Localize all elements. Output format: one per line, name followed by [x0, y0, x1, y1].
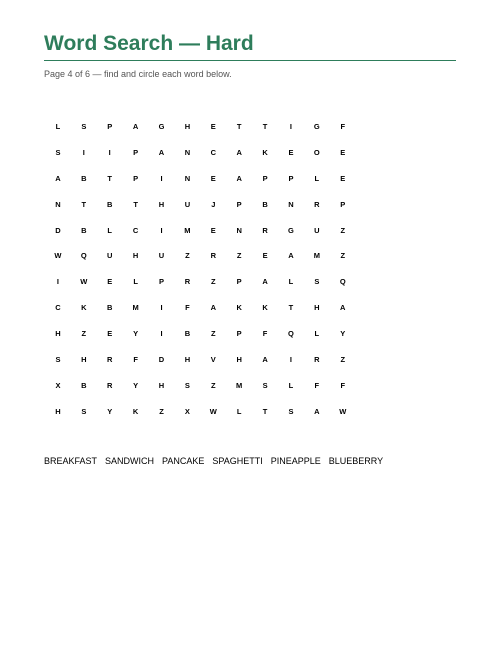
grid-letter[interactable]: R: [107, 380, 113, 390]
grid-letter[interactable]: Z: [210, 329, 216, 339]
grid-row: [45, 399, 356, 425]
grid-letter[interactable]: G: [313, 121, 320, 131]
grid-letter[interactable]: T: [133, 199, 138, 209]
word-list-item: PINEAPPLE: [270, 456, 321, 466]
grid-letter[interactable]: Y: [340, 329, 346, 339]
word-list-item: PANCAKE: [162, 456, 205, 466]
grid-letter[interactable]: I: [289, 354, 292, 364]
grid-letter[interactable]: X: [184, 406, 190, 416]
grid-letter[interactable]: E: [288, 147, 294, 157]
grid-letter[interactable]: J: [211, 199, 216, 209]
grid-letter[interactable]: U: [314, 225, 320, 235]
grid-letter[interactable]: F: [314, 380, 320, 390]
grid-letter[interactable]: Q: [339, 277, 346, 287]
grid-letter[interactable]: L: [236, 406, 242, 416]
grid-letter[interactable]: K: [132, 406, 139, 416]
grid-letter[interactable]: A: [236, 147, 242, 157]
grid-row: [45, 269, 356, 295]
word-list: [44, 455, 383, 467]
grid-letter[interactable]: H: [132, 251, 139, 261]
grid-letter[interactable]: T: [288, 303, 294, 313]
grid-letter[interactable]: N: [184, 173, 191, 183]
grid-letter[interactable]: A: [340, 303, 346, 313]
grid-letter[interactable]: Z: [159, 406, 164, 416]
grid-letter[interactable]: A: [132, 121, 139, 131]
grid-letter[interactable]: U: [158, 251, 165, 261]
grid-row: [45, 114, 356, 140]
grid-letter[interactable]: C: [210, 147, 216, 157]
grid-letter[interactable]: R: [314, 199, 320, 209]
grid-letter[interactable]: K: [262, 303, 268, 313]
grid-letter[interactable]: F: [262, 329, 268, 339]
grid-letter[interactable]: F: [340, 121, 346, 131]
grid-letter[interactable]: S: [262, 380, 268, 390]
grid-letter[interactable]: I: [160, 173, 163, 183]
grid-letter[interactable]: A: [288, 251, 294, 261]
grid-letter[interactable]: N: [55, 199, 61, 209]
grid-letter[interactable]: H: [236, 354, 242, 364]
grid-letter[interactable]: E: [262, 251, 268, 261]
grid-letter[interactable]: E: [340, 147, 346, 157]
grid-letter[interactable]: Q: [288, 329, 294, 339]
grid-letter[interactable]: R: [262, 225, 268, 235]
grid-letter[interactable]: L: [133, 277, 138, 287]
grid-letter[interactable]: B: [184, 329, 191, 339]
grid-letter[interactable]: A: [236, 173, 242, 183]
grid-letter[interactable]: H: [184, 121, 191, 131]
letter-grid: [45, 114, 356, 425]
grid-letter[interactable]: O: [313, 147, 320, 157]
grid-letter[interactable]: M: [184, 225, 191, 235]
grid-letter[interactable]: F: [185, 303, 190, 313]
grid-letter[interactable]: I: [56, 277, 59, 287]
grid-letter[interactable]: I: [108, 147, 111, 157]
grid-letter[interactable]: P: [262, 173, 268, 183]
grid-letter[interactable]: K: [236, 303, 242, 313]
grid-letter[interactable]: R: [107, 354, 113, 364]
grid-letter[interactable]: H: [184, 354, 191, 364]
grid-letter[interactable]: C: [55, 303, 61, 313]
grid-letter[interactable]: N: [288, 199, 294, 209]
grid-letter[interactable]: Z: [340, 354, 346, 364]
grid-letter[interactable]: P: [236, 329, 242, 339]
grid-letter[interactable]: L: [314, 173, 320, 183]
grid-letter[interactable]: W: [80, 277, 88, 287]
grid-letter[interactable]: B: [107, 199, 113, 209]
grid-letter[interactable]: I: [160, 225, 163, 235]
grid-letter[interactable]: U: [184, 199, 191, 209]
grid-letter[interactable]: H: [55, 406, 61, 416]
grid-letter[interactable]: Z: [340, 225, 346, 235]
grid-letter[interactable]: G: [288, 225, 294, 235]
grid-letter[interactable]: S: [184, 380, 190, 390]
grid-letter[interactable]: A: [210, 303, 216, 313]
word-list-item: BREAKFAST: [44, 456, 98, 466]
grid-letter[interactable]: S: [81, 406, 87, 416]
grid-letter[interactable]: Z: [185, 251, 190, 261]
grid-letter[interactable]: F: [340, 380, 346, 390]
grid-letter[interactable]: N: [184, 147, 191, 157]
grid-letter[interactable]: P: [133, 173, 139, 183]
grid-row: [45, 140, 356, 166]
grid-letter[interactable]: N: [236, 225, 242, 235]
grid-letter[interactable]: M: [313, 251, 320, 261]
grid-letter[interactable]: M: [236, 380, 243, 390]
grid-letter[interactable]: Z: [81, 329, 87, 339]
grid-letter[interactable]: I: [160, 303, 163, 313]
grid-letter[interactable]: S: [81, 121, 87, 131]
grid-letter[interactable]: P: [133, 147, 139, 157]
grid-letter[interactable]: H: [158, 199, 165, 209]
grid-letter[interactable]: S: [55, 147, 61, 157]
grid-row: [45, 295, 356, 321]
grid-letter[interactable]: Z: [236, 251, 242, 261]
grid-row: [45, 373, 356, 399]
grid-letter[interactable]: L: [107, 225, 113, 235]
grid-letter[interactable]: E: [107, 329, 113, 339]
grid-letter[interactable]: Q: [80, 251, 87, 261]
grid-letter[interactable]: B: [107, 303, 113, 313]
grid-letter[interactable]: T: [262, 406, 268, 416]
grid-row: [45, 218, 356, 244]
grid-letter[interactable]: Z: [340, 251, 346, 261]
grid-letter[interactable]: E: [210, 225, 216, 235]
grid-letter[interactable]: E: [340, 173, 346, 183]
grid-letter[interactable]: A: [262, 354, 268, 364]
grid-letter[interactable]: L: [288, 277, 294, 287]
grid-row: [45, 347, 356, 373]
grid-letter[interactable]: S: [55, 354, 61, 364]
grid-row: [45, 192, 356, 218]
grid-letter[interactable]: A: [158, 147, 165, 157]
grid-letter[interactable]: L: [288, 380, 294, 390]
grid-letter[interactable]: T: [107, 173, 113, 183]
grid-letter[interactable]: Z: [210, 277, 216, 287]
page-subtitle: Page 4 of 6 — find and circle each word below.: [44, 69, 232, 79]
grid-letter[interactable]: G: [158, 121, 165, 131]
grid-letter[interactable]: I: [160, 329, 163, 339]
grid-letter[interactable]: U: [107, 251, 113, 261]
grid-letter[interactable]: L: [55, 121, 61, 131]
grid-letter[interactable]: C: [132, 225, 139, 235]
grid-letter[interactable]: K: [262, 147, 268, 157]
title-divider: [44, 60, 456, 61]
grid-letter[interactable]: Z: [210, 380, 216, 390]
grid-letter[interactable]: I: [289, 121, 292, 131]
grid-letter[interactable]: D: [158, 354, 165, 364]
grid-letter[interactable]: B: [81, 173, 87, 183]
grid-letter[interactable]: H: [158, 380, 165, 390]
grid-letter[interactable]: T: [236, 121, 242, 131]
grid-letter[interactable]: A: [262, 277, 268, 287]
grid-letter[interactable]: I: [82, 147, 85, 157]
grid-letter[interactable]: W: [339, 406, 347, 416]
grid-letter[interactable]: T: [262, 121, 268, 131]
grid-letter[interactable]: P: [159, 277, 165, 287]
grid-letter[interactable]: W: [209, 406, 217, 416]
grid-letter[interactable]: D: [55, 225, 61, 235]
grid-letter[interactable]: Y: [133, 380, 139, 390]
grid-letter[interactable]: E: [210, 121, 216, 131]
grid-letter[interactable]: E: [107, 277, 113, 287]
grid-letter[interactable]: S: [314, 277, 320, 287]
grid-letter[interactable]: F: [133, 354, 138, 364]
page-title: Word Search — Hard: [44, 32, 254, 55]
grid-letter[interactable]: P: [236, 199, 242, 209]
grid-letter[interactable]: B: [81, 225, 87, 235]
grid-letter[interactable]: E: [210, 173, 216, 183]
grid-letter[interactable]: Y: [133, 329, 139, 339]
word-list-item: SPAGHETTI: [212, 456, 263, 466]
grid-letter[interactable]: P: [236, 277, 242, 287]
grid-letter[interactable]: L: [314, 329, 320, 339]
grid-letter[interactable]: S: [288, 406, 294, 416]
grid-letter[interactable]: T: [81, 199, 87, 209]
grid-letter[interactable]: P: [288, 173, 294, 183]
grid-letter[interactable]: R: [184, 277, 191, 287]
grid-letter[interactable]: W: [54, 251, 62, 261]
grid-letter[interactable]: B: [81, 380, 87, 390]
grid-letter[interactable]: R: [314, 354, 320, 364]
grid-letter[interactable]: P: [107, 121, 113, 131]
grid-letter[interactable]: A: [55, 173, 61, 183]
grid-letter[interactable]: H: [55, 329, 61, 339]
grid-row: [45, 243, 356, 269]
word-list-item: BLUEBERRY: [328, 456, 384, 466]
grid-letter[interactable]: H: [314, 303, 320, 313]
grid-letter[interactable]: K: [81, 303, 87, 313]
grid-row: [45, 321, 356, 347]
grid-letter[interactable]: H: [81, 354, 87, 364]
grid-letter[interactable]: B: [262, 199, 268, 209]
grid-letter[interactable]: V: [210, 354, 216, 364]
grid-letter[interactable]: M: [132, 303, 139, 313]
grid-letter[interactable]: P: [340, 199, 346, 209]
grid-row: [45, 166, 356, 192]
grid-letter[interactable]: Y: [107, 406, 113, 416]
grid-letter[interactable]: X: [55, 380, 61, 390]
word-list-item: SANDWICH: [105, 456, 155, 466]
grid-letter[interactable]: A: [314, 406, 320, 416]
grid-letter[interactable]: R: [210, 251, 216, 261]
